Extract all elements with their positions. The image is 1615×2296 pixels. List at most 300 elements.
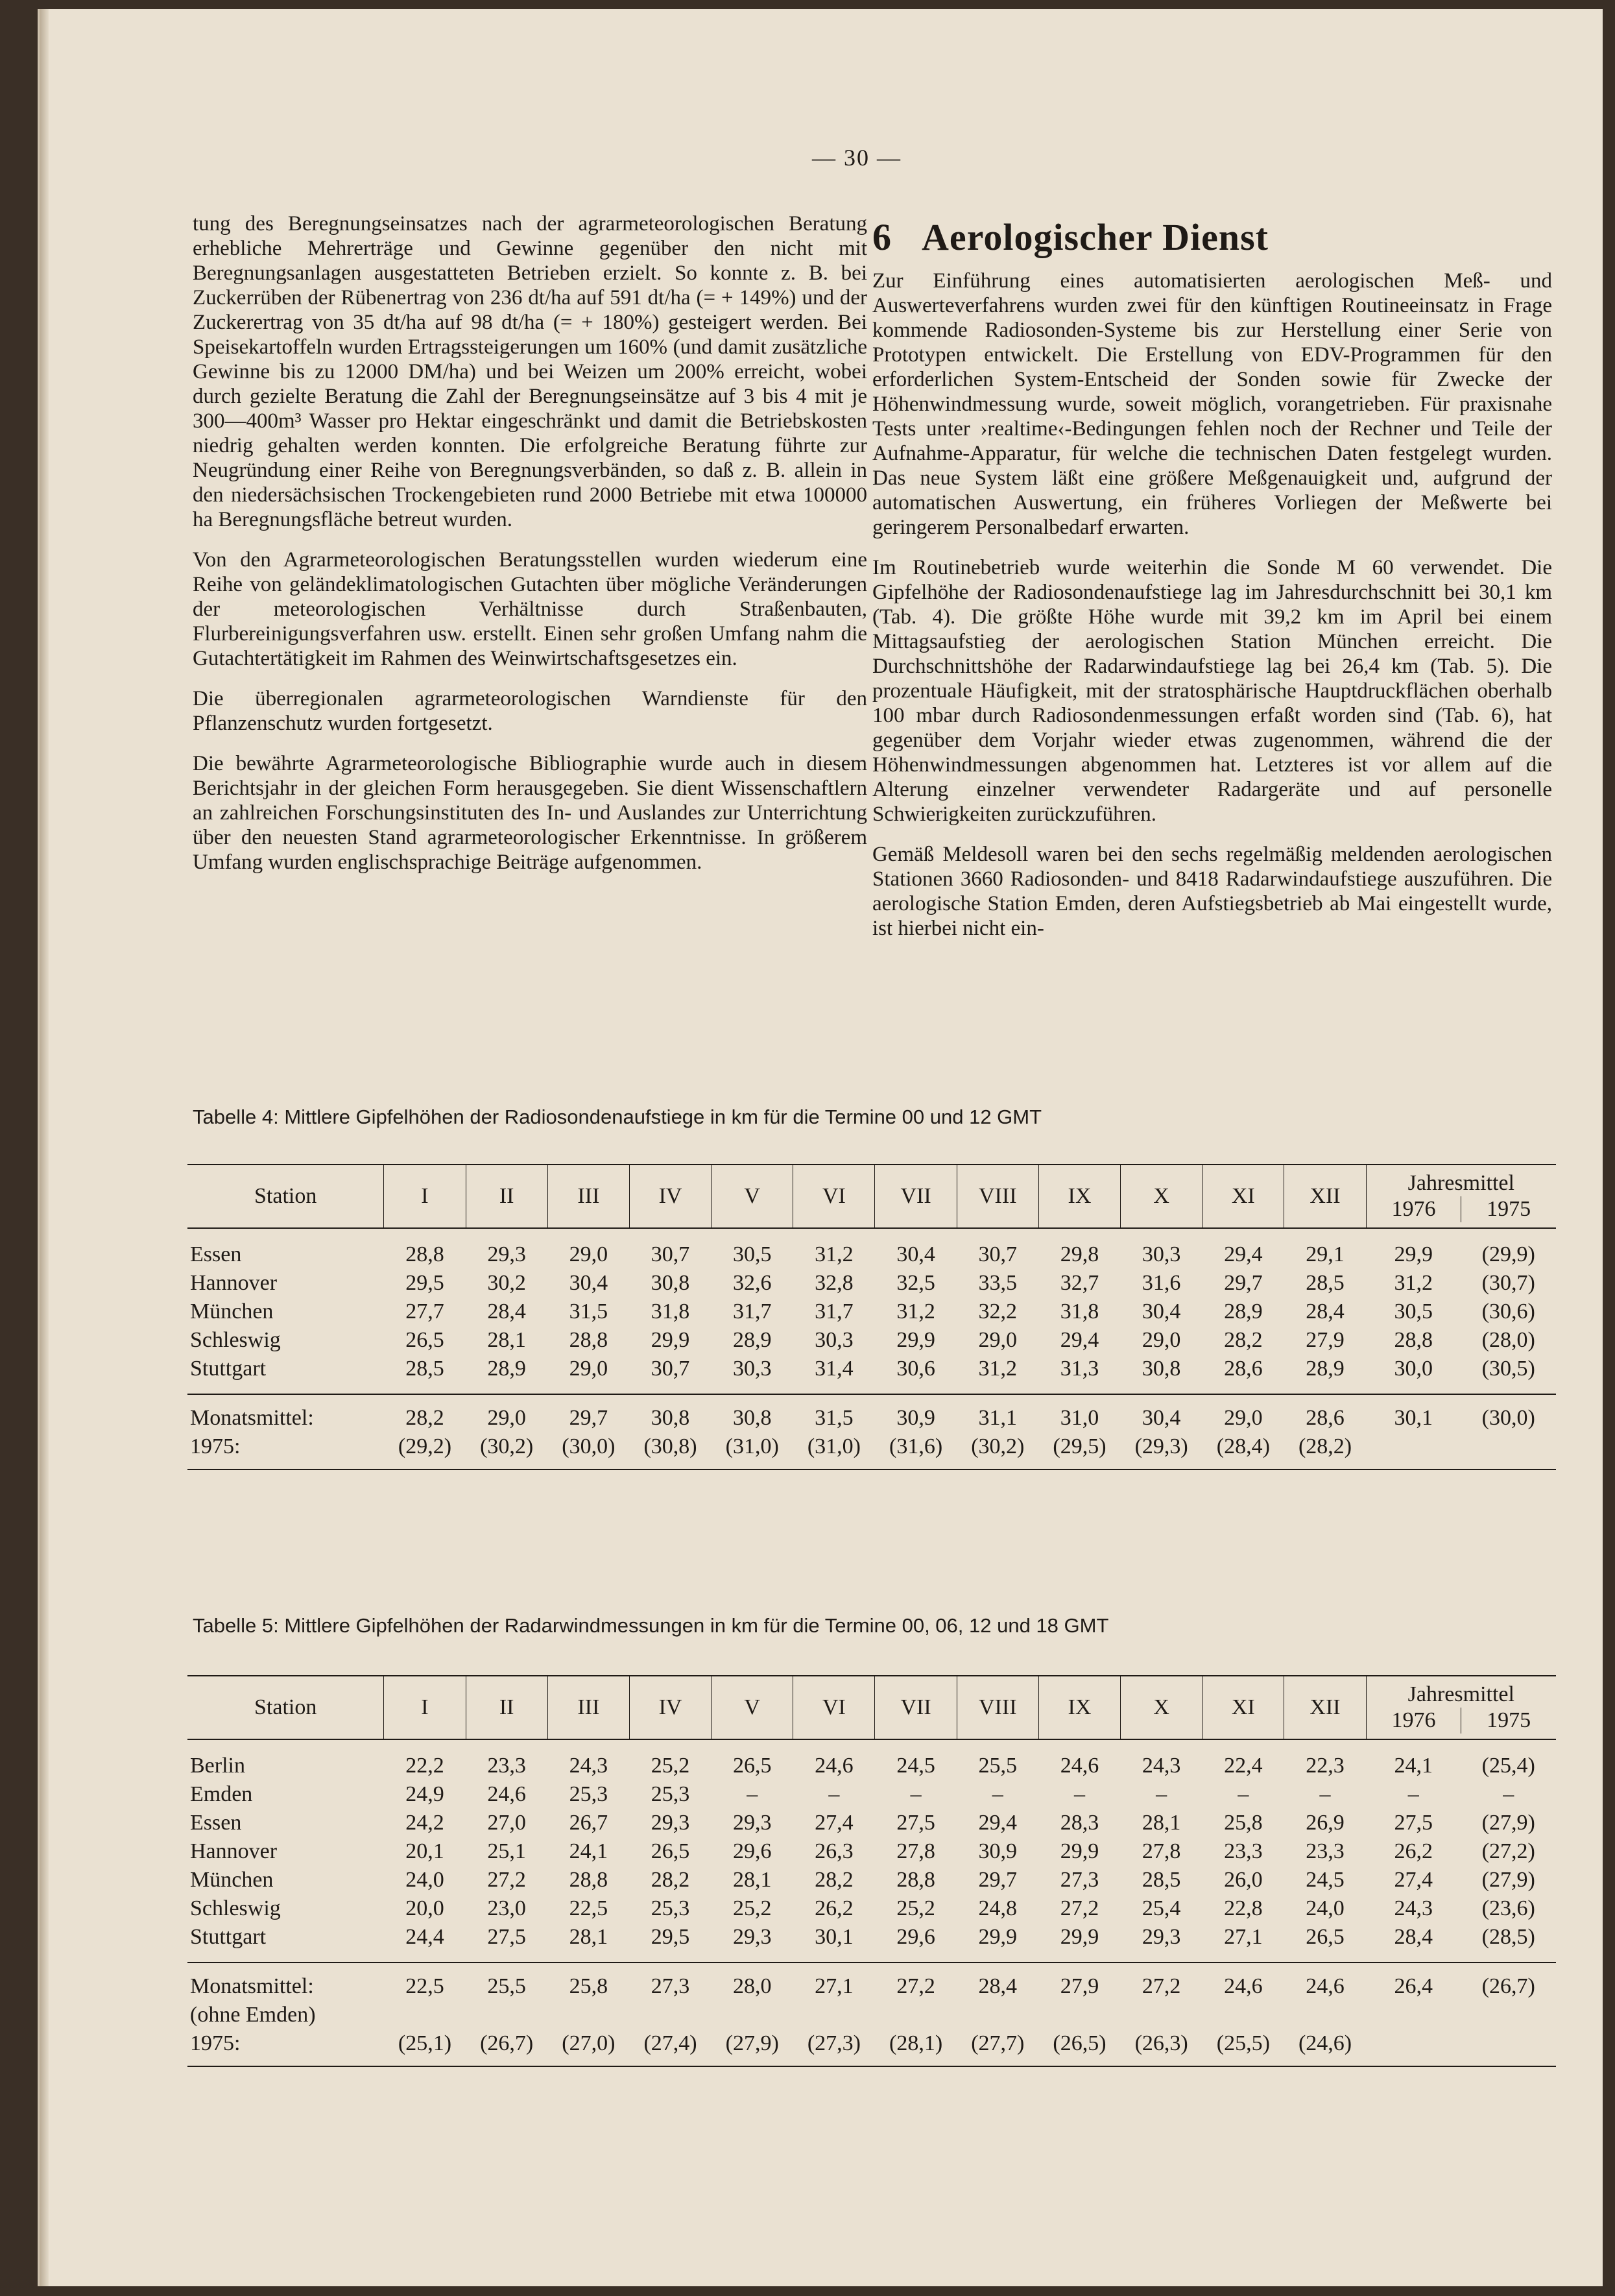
- table-cell: 22,4: [1224, 1754, 1263, 1778]
- table-cell: [1366, 1432, 1461, 1469]
- table-cell: 30,7: [651, 1357, 690, 1381]
- table-cell: (28,2): [1284, 1432, 1366, 1469]
- table-cell: 24,6: [487, 1782, 526, 1806]
- table-cell: (23,6): [1481, 1896, 1535, 1920]
- annual-mean-years: [1367, 1196, 1556, 1222]
- header-row: [187, 1676, 1556, 1739]
- row-label: Berlin: [190, 1754, 245, 1778]
- table-row: [187, 1780, 1556, 1809]
- table-cell: 30,3: [732, 1357, 772, 1381]
- table-cell: 28,4: [487, 1299, 526, 1323]
- table-cell: [1284, 2001, 1366, 2029]
- table-cell: 20,1: [405, 1839, 444, 1863]
- table-cell: 30,7: [978, 1242, 1018, 1266]
- table-row: [187, 1866, 1556, 1894]
- table-cell: 26,5: [405, 1328, 444, 1352]
- year-header: 1975: [1487, 1197, 1531, 1221]
- paragraph: Zur Einführung eines automatisierten aerologischen Meß- und Auswerteverfahrens wurden zwei für den künftigen Routineeinsatz in Frage kommende Radiosonden-Systeme bis zur Herstellung einer Serie von Prototypen entwickelt. Die Erstellung von EDV-Programmen für den erforderlichen System-Entscheid der Sonden sowie für Zwecke der Höhenwindmessung wurde, soweit möglich, vorangetrieben. Für praxisnahe Tests unter ›realtime‹-Bedingungen fehlen noch der Rechner und Teile der Aufnahme-Apparatur, für welche die technischen Daten festgelegt wurden. Das neue System läßt eine größere Meßgenauigkeit und, aufgrund der automatischen Auswertung, ein früheres Vorliegen der Meßwerte bei geringerem Personalbedarf erwarten.: [872, 269, 1552, 539]
- table-row: [187, 1809, 1556, 1837]
- table-cell: 27,2: [1121, 1963, 1202, 2001]
- table-cell: 27,9: [1306, 1328, 1345, 1352]
- table-cell: 29,9: [651, 1328, 690, 1352]
- table-cell: 31,2: [978, 1357, 1018, 1381]
- table-cell: 30,2: [487, 1271, 526, 1295]
- table-cell: 29,3: [487, 1242, 526, 1266]
- table-cell: 28,4: [1306, 1299, 1345, 1323]
- paragraph: Die überregionalen agrarmeteorologischen Warndienste für den Pflanzenschutz wurden fortgesetzt.: [193, 687, 867, 735]
- right-column: [872, 269, 1552, 956]
- table-cell: 28,8: [569, 1868, 608, 1892]
- table-cell: [875, 2001, 957, 2029]
- section-title: Aerologischer Dienst: [922, 216, 1269, 258]
- table-cell: 28,3: [1060, 1811, 1099, 1835]
- table-cell: 32,5: [896, 1271, 935, 1295]
- table-cell: (31,0): [793, 1432, 875, 1469]
- table-cell: 28,6: [1284, 1394, 1366, 1432]
- table-row: [187, 1432, 1556, 1469]
- station-header: Station: [187, 1676, 384, 1739]
- table-cell: 30,3: [1142, 1242, 1181, 1266]
- table-cell: 26,7: [569, 1811, 608, 1835]
- table-cell: 30,6: [896, 1357, 935, 1381]
- table-cell: 32,2: [978, 1299, 1018, 1323]
- annual-mean-years: [1367, 1708, 1556, 1734]
- row-label: Schleswig: [190, 1328, 281, 1352]
- table-cell: 25,1: [487, 1839, 526, 1863]
- row-label: 1975:: [187, 1432, 384, 1469]
- month-header: I: [384, 1676, 466, 1739]
- table-cell: 29,0: [978, 1328, 1018, 1352]
- table-cell: 30,5: [732, 1242, 772, 1266]
- month-header: X: [1121, 1676, 1202, 1739]
- table-cell: 31,1: [957, 1394, 1038, 1432]
- table-cell: [1121, 2001, 1202, 2029]
- table-cell: 26,4: [1366, 1963, 1461, 2001]
- table-cell: 22,3: [1306, 1754, 1345, 1778]
- table-cell: 29,6: [732, 1839, 772, 1863]
- table-row: [187, 1326, 1556, 1355]
- row-label: Essen: [190, 1811, 242, 1835]
- table-cell: 29,0: [1202, 1394, 1284, 1432]
- table-cell: 30,4: [896, 1242, 935, 1266]
- table-cell: 28,9: [487, 1357, 526, 1381]
- table5: [187, 1675, 1556, 2067]
- table-cell: 24,5: [896, 1754, 935, 1778]
- table-cell: 24,6: [1060, 1754, 1099, 1778]
- table-cell: 27,4: [1394, 1868, 1433, 1892]
- table-row: [187, 1739, 1556, 1780]
- table-cell: 28,8: [569, 1328, 608, 1352]
- table-cell: 27,5: [896, 1811, 935, 1835]
- table-cell: 27,5: [1394, 1811, 1433, 1835]
- table-cell: (26,3): [1121, 2029, 1202, 2066]
- table-cell: 29,4: [1060, 1328, 1099, 1352]
- station-header: Station: [187, 1165, 384, 1228]
- table-cell: 29,1: [1306, 1242, 1345, 1266]
- table-cell: 27,5: [487, 1925, 526, 1949]
- table-cell: 30,9: [875, 1394, 957, 1432]
- section-heading: [872, 215, 1553, 259]
- month-header: VII: [875, 1676, 957, 1739]
- table-cell: 29,9: [896, 1328, 935, 1352]
- table-cell: (29,3): [1121, 1432, 1202, 1469]
- row-label: München: [190, 1299, 274, 1323]
- month-header: I: [384, 1165, 466, 1228]
- table-cell: –: [910, 1782, 922, 1806]
- table-cell: 25,2: [896, 1896, 935, 1920]
- table-cell: 24,0: [405, 1868, 444, 1892]
- table-cell: (27,3): [793, 2029, 875, 2066]
- table-cell: –: [828, 1782, 840, 1806]
- table-cell: [957, 2001, 1038, 2029]
- table-cell: (30,7): [1481, 1271, 1535, 1295]
- table-cell: 22,2: [405, 1754, 444, 1778]
- table-cell: 28,4: [1394, 1925, 1433, 1949]
- paragraph: tung des Beregnungseinsatzes nach der agrarmeteorologischen Beratung erhebliche Mehrerträge und Gewinne gegenüber den nicht mit Beregnungsanlagen ausgestatteten Betrieben erzielt. So konnte z. B. bei Zuckerrüben der Rübenertrag von 236 dt/ha auf 591 dt/ha (= + 149%) und der Zuckerertrag von 35 dt/ha auf 98 dt/ha (= + 180%) gesteigert werden. Bei Speisekartoffeln wurden Ertragssteigerungen um 160% (und damit zusätzliche Gewinne bis zu 12000 DM/ha) und bei Weizen um 200% erreicht, wobei durch gezielte Beratung die Zahl der Beregnungseinsätze auf 3 bis 4 mit je 300—400m³ Wasser pro Hektar eingeschränkt und damit die Betriebskosten niedrig gehalten werden konnten. Die erfolgreiche Beratung führte zur Neugründung einer Reihe von Beregnungsverbänden, so daß z. B. allein in den niedersächsischen Trockengebieten rund 2000 Betriebe mit etwa 100000 ha Beregnungsfläche betreut wurden.: [193, 212, 867, 531]
- binding-shadow: [40, 9, 49, 2286]
- month-header: VI: [793, 1676, 875, 1739]
- month-header: VI: [793, 1165, 875, 1228]
- table-cell: 31,8: [1060, 1299, 1099, 1323]
- table-cell: 24,3: [1394, 1896, 1433, 1920]
- table-cell: 30,0: [1394, 1357, 1433, 1381]
- table-cell: 24,3: [569, 1754, 608, 1778]
- table-cell: (27,9): [1481, 1811, 1535, 1835]
- table-cell: 28,6: [1224, 1357, 1263, 1381]
- row-label: 1975:: [187, 2029, 384, 2066]
- month-header: IV: [629, 1165, 711, 1228]
- table-cell: 30,9: [978, 1839, 1018, 1863]
- table-cell: 28,9: [1224, 1299, 1263, 1323]
- table-cell: 28,5: [1142, 1868, 1181, 1892]
- table-cell: 23,3: [1224, 1839, 1263, 1863]
- table-cell: 28,2: [1224, 1328, 1263, 1352]
- table-cell: –: [1073, 1782, 1085, 1806]
- table-cell: 20,0: [405, 1896, 444, 1920]
- table-cell: 24,1: [569, 1839, 608, 1863]
- year-header: 1976: [1367, 1196, 1462, 1222]
- table-cell: (27,2): [1481, 1839, 1535, 1863]
- month-header: V: [712, 1676, 793, 1739]
- table-cell: 29,7: [1224, 1271, 1263, 1295]
- table-cell: 29,0: [569, 1357, 608, 1381]
- row-label: Emden: [190, 1782, 253, 1806]
- table-cell: 30,7: [651, 1242, 690, 1266]
- table-row: [187, 1837, 1556, 1866]
- table-cell: 27,2: [1060, 1896, 1099, 1920]
- table-cell: 31,2: [815, 1242, 854, 1266]
- table-cell: 30,8: [712, 1394, 793, 1432]
- row-label: Schleswig: [190, 1896, 281, 1920]
- table-cell: 29,9: [978, 1925, 1018, 1949]
- table-row: [187, 1894, 1556, 1923]
- month-header: IX: [1038, 1165, 1120, 1228]
- table-cell: (27,9): [712, 2029, 793, 2066]
- month-header: II: [466, 1165, 547, 1228]
- row-label: Essen: [190, 1242, 242, 1266]
- table-cell: 24,6: [1284, 1963, 1366, 2001]
- table-cell: 31,7: [732, 1299, 772, 1323]
- table-cell: (29,9): [1481, 1242, 1535, 1266]
- table-cell: 22,5: [384, 1963, 466, 2001]
- table-cell: 30,8: [629, 1394, 711, 1432]
- table-cell: 26,9: [1306, 1811, 1345, 1835]
- table-cell: 32,7: [1060, 1271, 1099, 1295]
- table-cell: [1366, 2029, 1461, 2066]
- table-cell: 29,5: [651, 1925, 690, 1949]
- table-cell: 24,0: [1306, 1896, 1345, 1920]
- table-cell: 25,3: [651, 1896, 690, 1920]
- table-cell: 28,9: [732, 1328, 772, 1352]
- table-cell: 24,1: [1394, 1754, 1433, 1778]
- table-cell: 29,6: [896, 1925, 935, 1949]
- table-cell: –: [992, 1782, 1003, 1806]
- month-header: III: [547, 1676, 629, 1739]
- table-cell: 27,8: [1142, 1839, 1181, 1863]
- table-cell: 30,8: [651, 1271, 690, 1295]
- table-row: [187, 1963, 1556, 2001]
- table-cell: 26,3: [815, 1839, 854, 1863]
- table-cell: –: [1503, 1782, 1514, 1806]
- table-cell: 27,1: [793, 1963, 875, 2001]
- table-cell: 32,8: [815, 1271, 854, 1295]
- table-cell: 27,2: [875, 1963, 957, 2001]
- table-cell: 29,7: [547, 1394, 629, 1432]
- table-cell: 28,8: [405, 1242, 444, 1266]
- table-cell: 31,4: [815, 1357, 854, 1381]
- table-cell: 25,2: [651, 1754, 690, 1778]
- month-header: V: [712, 1165, 793, 1228]
- annual-mean-label: Jahresmittel: [1407, 1171, 1514, 1195]
- table-cell: 29,3: [1142, 1925, 1181, 1949]
- table-cell: 31,8: [651, 1299, 690, 1323]
- month-header: VII: [875, 1165, 957, 1228]
- month-header: VIII: [957, 1165, 1038, 1228]
- table-cell: 28,2: [815, 1868, 854, 1892]
- table-cell: [466, 2001, 547, 2029]
- table-cell: 23,3: [487, 1754, 526, 1778]
- table-cell: 26,5: [1306, 1925, 1345, 1949]
- month-header: IV: [629, 1676, 711, 1739]
- table-cell: 25,2: [732, 1896, 772, 1920]
- table-cell: 24,4: [405, 1925, 444, 1949]
- table-row: [187, 1298, 1556, 1326]
- table-cell: –: [1319, 1782, 1331, 1806]
- table-cell: (27,9): [1481, 1868, 1535, 1892]
- table-cell: 28,8: [896, 1868, 935, 1892]
- table-cell: [1461, 2029, 1556, 2066]
- table-cell: 24,8: [978, 1896, 1018, 1920]
- table-cell: (27,0): [547, 2029, 629, 2066]
- table-cell: 29,9: [1060, 1839, 1099, 1863]
- table-cell: 29,9: [1060, 1925, 1099, 1949]
- table-cell: 28,1: [732, 1868, 772, 1892]
- table-cell: 31,5: [793, 1394, 875, 1432]
- row-label: Monatsmittel:: [187, 1963, 384, 2001]
- table-cell: –: [1407, 1782, 1419, 1806]
- table-cell: 29,9: [1394, 1242, 1433, 1266]
- table-cell: 29,0: [466, 1394, 547, 1432]
- header-row: [187, 1165, 1556, 1228]
- table-cell: 33,5: [978, 1271, 1018, 1295]
- table4-caption: Tabelle 4: Mittlere Gipfelhöhen der Radiosondenaufstiege in km für die Termine 00 und 12 GMT: [193, 1106, 1042, 1128]
- table-cell: [712, 2001, 793, 2029]
- table-cell: [629, 2001, 711, 2029]
- table-cell: 22,5: [569, 1896, 608, 1920]
- table-cell: [1202, 2001, 1284, 2029]
- table-cell: 31,6: [1142, 1271, 1181, 1295]
- table-cell: (27,7): [957, 2029, 1038, 2066]
- table-cell: 30,3: [815, 1328, 854, 1352]
- table-cell: 28,5: [1306, 1271, 1345, 1295]
- table-cell: 31,2: [1394, 1271, 1433, 1295]
- table-cell: 25,4: [1142, 1896, 1181, 1920]
- row-label: Stuttgart: [190, 1925, 267, 1949]
- table-cell: 31,3: [1060, 1357, 1099, 1381]
- table-cell: 28,0: [712, 1963, 793, 2001]
- table-cell: –: [1238, 1782, 1249, 1806]
- table-cell: 28,2: [651, 1868, 690, 1892]
- table-cell: (26,7): [1461, 1963, 1556, 2001]
- table-cell: (28,0): [1481, 1328, 1535, 1352]
- table-cell: –: [747, 1782, 758, 1806]
- annual-mean-label: Jahresmittel: [1407, 1682, 1514, 1706]
- month-header: X: [1121, 1165, 1202, 1228]
- table-cell: 28,8: [1394, 1328, 1433, 1352]
- table-cell: (31,6): [875, 1432, 957, 1469]
- month-header: XI: [1202, 1676, 1284, 1739]
- table-cell: 26,5: [651, 1839, 690, 1863]
- table-cell: 24,2: [405, 1811, 444, 1835]
- table-cell: (30,5): [1481, 1357, 1535, 1381]
- table-cell: (25,5): [1202, 2029, 1284, 2066]
- table-cell: (25,4): [1481, 1754, 1535, 1778]
- table-row: [187, 1394, 1556, 1432]
- row-label: Hannover: [190, 1271, 278, 1295]
- table-cell: [1461, 1432, 1556, 1469]
- table-cell: 28,1: [1142, 1811, 1181, 1835]
- table-row: [187, 1923, 1556, 1963]
- table-cell: [1461, 2001, 1556, 2029]
- table-cell: (30,2): [466, 1432, 547, 1469]
- table-cell: [384, 2001, 466, 2029]
- table-cell: (28,4): [1202, 1432, 1284, 1469]
- table-cell: 29,4: [1224, 1242, 1263, 1266]
- table-cell: 26,5: [732, 1754, 772, 1778]
- table-cell: [1366, 2001, 1461, 2029]
- month-header: IX: [1038, 1676, 1120, 1739]
- paragraph: Gemäß Meldesoll waren bei den sechs regelmäßig meldenden aerologischen Stationen 3660 Radiosonden- und 8418 Radarwindaufstiege auszuführen. Die aerologische Station Emden, deren Aufstiegsbetrieb ab Mai eingestellt wurde, ist hierbei nicht ein-: [872, 843, 1552, 940]
- table-cell: 24,6: [815, 1754, 854, 1778]
- table-cell: 25,3: [651, 1782, 690, 1806]
- table-cell: 30,1: [815, 1925, 854, 1949]
- table-cell: 29,4: [978, 1811, 1018, 1835]
- table-cell: 28,4: [957, 1963, 1038, 2001]
- table-cell: 29,8: [1060, 1242, 1099, 1266]
- table-cell: 28,1: [569, 1925, 608, 1949]
- table-cell: (27,4): [629, 2029, 711, 2066]
- table-cell: 30,8: [1142, 1357, 1181, 1381]
- paragraph: Von den Agrarmeteorologischen Beratungsstellen wurden wiederum eine Reihe von geländeklimatologischen Gutachten über mögliche Veränderungen der meteorologischen Verhältnisse durch Straßenbauten, Flurbereinigungsverfahren usw. erstellt. Einen sehr großen Umfang nahm die Gutachtertätigkeit im Rahmen des Weinwirtschaftsgesetzes ein.: [193, 548, 867, 670]
- table-cell: 24,5: [1306, 1868, 1345, 1892]
- table-cell: 27,9: [1038, 1963, 1120, 2001]
- table-cell: 29,0: [569, 1242, 608, 1266]
- row-label: Monatsmittel:: [187, 1394, 384, 1432]
- table-cell: 27,0: [487, 1811, 526, 1835]
- table-cell: (26,7): [466, 2029, 547, 2066]
- table-cell: (30,8): [629, 1432, 711, 1469]
- table-cell: (29,2): [384, 1432, 466, 1469]
- table-cell: 25,8: [547, 1963, 629, 2001]
- table-cell: 31,7: [815, 1299, 854, 1323]
- table-cell: 30,4: [569, 1271, 608, 1295]
- table-cell: (26,5): [1038, 2029, 1120, 2066]
- section-number: 6: [872, 216, 892, 258]
- table-cell: [547, 2001, 629, 2029]
- table-cell: 22,8: [1224, 1896, 1263, 1920]
- table-cell: 26,0: [1224, 1868, 1263, 1892]
- table-cell: 30,1: [1366, 1394, 1461, 1432]
- table-cell: 24,9: [405, 1782, 444, 1806]
- table-cell: 25,8: [1224, 1811, 1263, 1835]
- table-cell: 25,5: [466, 1963, 547, 2001]
- table-cell: 31,5: [569, 1299, 608, 1323]
- table-cell: (30,6): [1481, 1299, 1535, 1323]
- month-header: II: [466, 1676, 547, 1739]
- table-cell: 27,8: [896, 1839, 935, 1863]
- table-cell: 28,5: [405, 1357, 444, 1381]
- month-header: XI: [1202, 1165, 1284, 1228]
- table-cell: 25,3: [569, 1782, 608, 1806]
- table-row: [187, 1355, 1556, 1394]
- table-cell: (31,0): [712, 1432, 793, 1469]
- month-header: XII: [1284, 1676, 1366, 1739]
- month-header: III: [547, 1165, 629, 1228]
- table-cell: [793, 2001, 875, 2029]
- paragraph: Die bewährte Agrarmeteorologische Bibliographie wurde auch in diesem Berichtsjahr in der gleichen Form herausgegeben. Sie dient Wissenschaftlern an zahlreichen Forschungsinstituten des In- und Auslandes zur Unterrichtung über den neuesten Stand agrarmeteorologischer Erkenntnisse. In größerem Umfang wurden englischsprachige Beiträge aufgenommen.: [193, 752, 867, 874]
- row-label: Hannover: [190, 1839, 278, 1863]
- row-label: München: [190, 1868, 274, 1892]
- table-row: [187, 2001, 1556, 2029]
- table-cell: (30,0): [1461, 1394, 1556, 1432]
- table-cell: 23,3: [1306, 1839, 1345, 1863]
- table-cell: (30,0): [547, 1432, 629, 1469]
- table-cell: 32,6: [732, 1271, 772, 1295]
- table-cell: 29,7: [978, 1868, 1018, 1892]
- year-header: 1975: [1487, 1708, 1531, 1732]
- table-cell: 26,2: [1394, 1839, 1433, 1863]
- table-cell: 27,2: [487, 1868, 526, 1892]
- document-page: [38, 9, 1603, 2286]
- table-cell: (30,2): [957, 1432, 1038, 1469]
- year-header: 1976: [1367, 1708, 1462, 1734]
- table5-caption: Tabelle 5: Mittlere Gipfelhöhen der Radarwindmessungen in km für die Termine 00, 06, 12 und 18 GMT: [193, 1614, 1109, 1637]
- table-row: [187, 1228, 1556, 1269]
- table-cell: 29,0: [1142, 1328, 1181, 1352]
- table-cell: 28,1: [487, 1328, 526, 1352]
- table-row: [187, 2029, 1556, 2066]
- paragraph: Im Routinebetrieb wurde weiterhin die Sonde M 60 verwendet. Die Gipfelhöhe der Radiosondenaufstiege lag im Jahresdurchschnitt bei 30,1 km (Tab. 4). Die größte Höhe wurde mit 39,2 km im April bei einem Mittagsaufstieg der aerologischen Station München erreicht. Die Durchschnittshöhe der Radarwindaufstiege lag bei 26,4 km (Tab. 5). Die prozentuale Häufigkeit, mit der stratosphärische Hauptdruckflächen oberhalb 100 mbar durch Radiosondenmessungen erfaßt worden sind (Tab. 6), hat gegenüber dem Vorjahr wieder etwas zugenommen, während die der Höhenwindmessungen abgenommen hat. Letzteres ist vor allem auf die Alterung einzelner verwendeter Radargeräte und auf personelle Schwierigkeiten zurückzuführen.: [872, 556, 1552, 826]
- table-cell: 26,2: [815, 1896, 854, 1920]
- annual-mean-header: [1366, 1165, 1556, 1228]
- table-cell: 29,5: [405, 1271, 444, 1295]
- table-cell: [1038, 2001, 1120, 2029]
- table-cell: 27,3: [1060, 1868, 1099, 1892]
- table-cell: 29,3: [732, 1811, 772, 1835]
- table-cell: 28,9: [1306, 1357, 1345, 1381]
- table-cell: 28,2: [384, 1394, 466, 1432]
- table-cell: 27,7: [405, 1299, 444, 1323]
